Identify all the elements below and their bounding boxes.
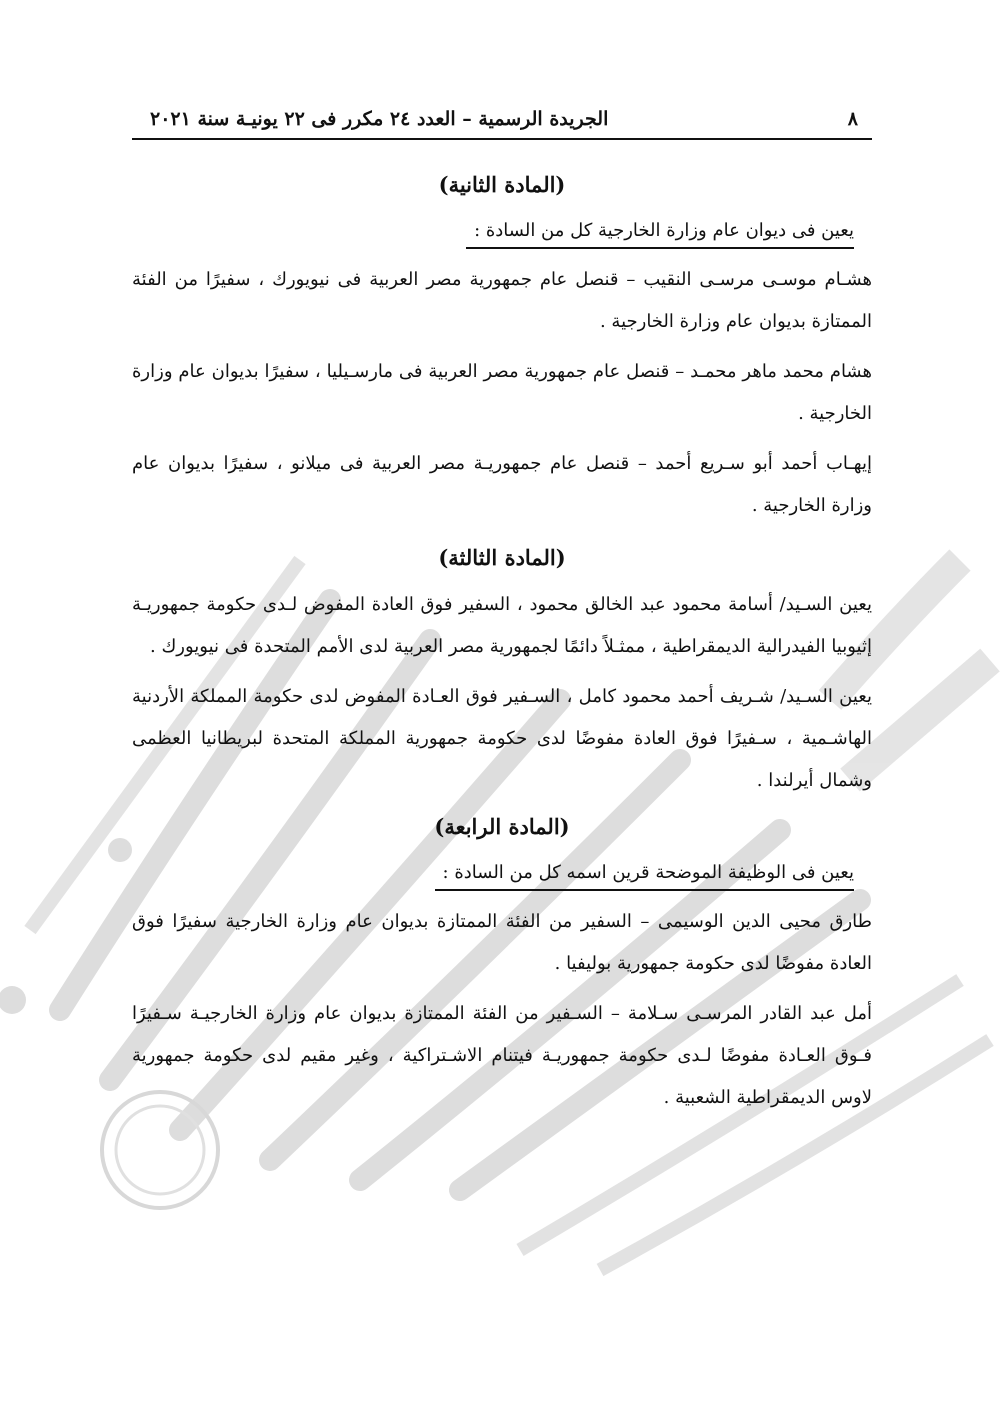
document-page xyxy=(132,108,872,1119)
header-title: الجريدة الرسمية – العدد ٢٤ مكرر فى ٢٢ يونيـة سنة ٢٠٢١ xyxy=(150,108,609,130)
article-4-paragraph-2: أمل عبد القادر المرسـى سـلامة – السـفير من الفئة الممتازة بديوان عام وزارة الخارجيـة سـفيرًا فـوق العـادة مفوضًا لـدى حكومة جمهوريـة فيتنام الاشـتراكية ، وغير مقيم لدى حكومة جمهورية لاوس الديمقراطية الشعبية . xyxy=(132,1003,872,1108)
article-4-title: (المادة الرابعة) xyxy=(434,814,570,839)
article-2-intro xyxy=(132,211,872,251)
article-2-paragraph-2: هشام محمد ماهر محمـد – قنصل عام جمهورية مصر العربية فى مارسـيليا ، سفيرًا بديوان عام وزارة الخارجية . xyxy=(132,361,872,424)
page-number: ٨ xyxy=(847,108,858,130)
article-2-paragraph-1: هشـام موسـى مرسـى النقيب – قنصل عام جمهورية مصر العربية فى نيويورك ، سفيرًا من الفئة الممتازة بديوان عام وزارة الخارجية . xyxy=(132,269,872,332)
page-header xyxy=(132,108,872,140)
article-2-intro-text: يعين فى ديوان عام وزارة الخارجية كل من السادة : xyxy=(466,215,854,249)
article-3-title: (المادة الثالثة) xyxy=(438,545,566,570)
article-4-intro xyxy=(132,853,872,893)
article-4-paragraph-1: طارق محيى الدين الوسيمى – السفير من الفئة الممتازة بديوان عام وزارة الخارجية سفيرًا فوق العادة مفوضًا لدى حكومة جمهورية بوليفيا . xyxy=(132,911,872,974)
article-3-paragraph-2: يعين السـيد/ شـريف أحمد محمود كامل ، السـفير فوق العـادة المفوض لدى حكومة المملكة الأردنية الهاشـمية ، سـفيرًا فوق العادة مفوضًا لدى حكومة جمهورية المملكة المتحدة لبريطانيا العظمى وشمال أيرلندا . xyxy=(132,686,872,791)
article-2-paragraph-3: إيهـاب أحمد أبو سـريع أحمد – قنصل عام جمهوريـة مصر العربية فى ميلانو ، سفيرًا بديوان عام وزارة الخارجية . xyxy=(132,453,872,516)
article-4-intro-text: يعين فى الوظيفة الموضحة قرين اسمه كل من السادة : xyxy=(435,857,854,891)
article-3-paragraph-1: يعين السـيد/ أسامة محمود عبد الخالق محمود ، السفير فوق العادة المفوض لـدى حكومة جمهوريـة إثيوبيا الفيدرالية الديمقراطية ، ممثـلاً دائمًا لجمهورية مصر العربية لدى الأمم المتحدة فى نيويورك . xyxy=(132,594,872,657)
article-2-title: (المادة الثانية) xyxy=(438,172,566,197)
